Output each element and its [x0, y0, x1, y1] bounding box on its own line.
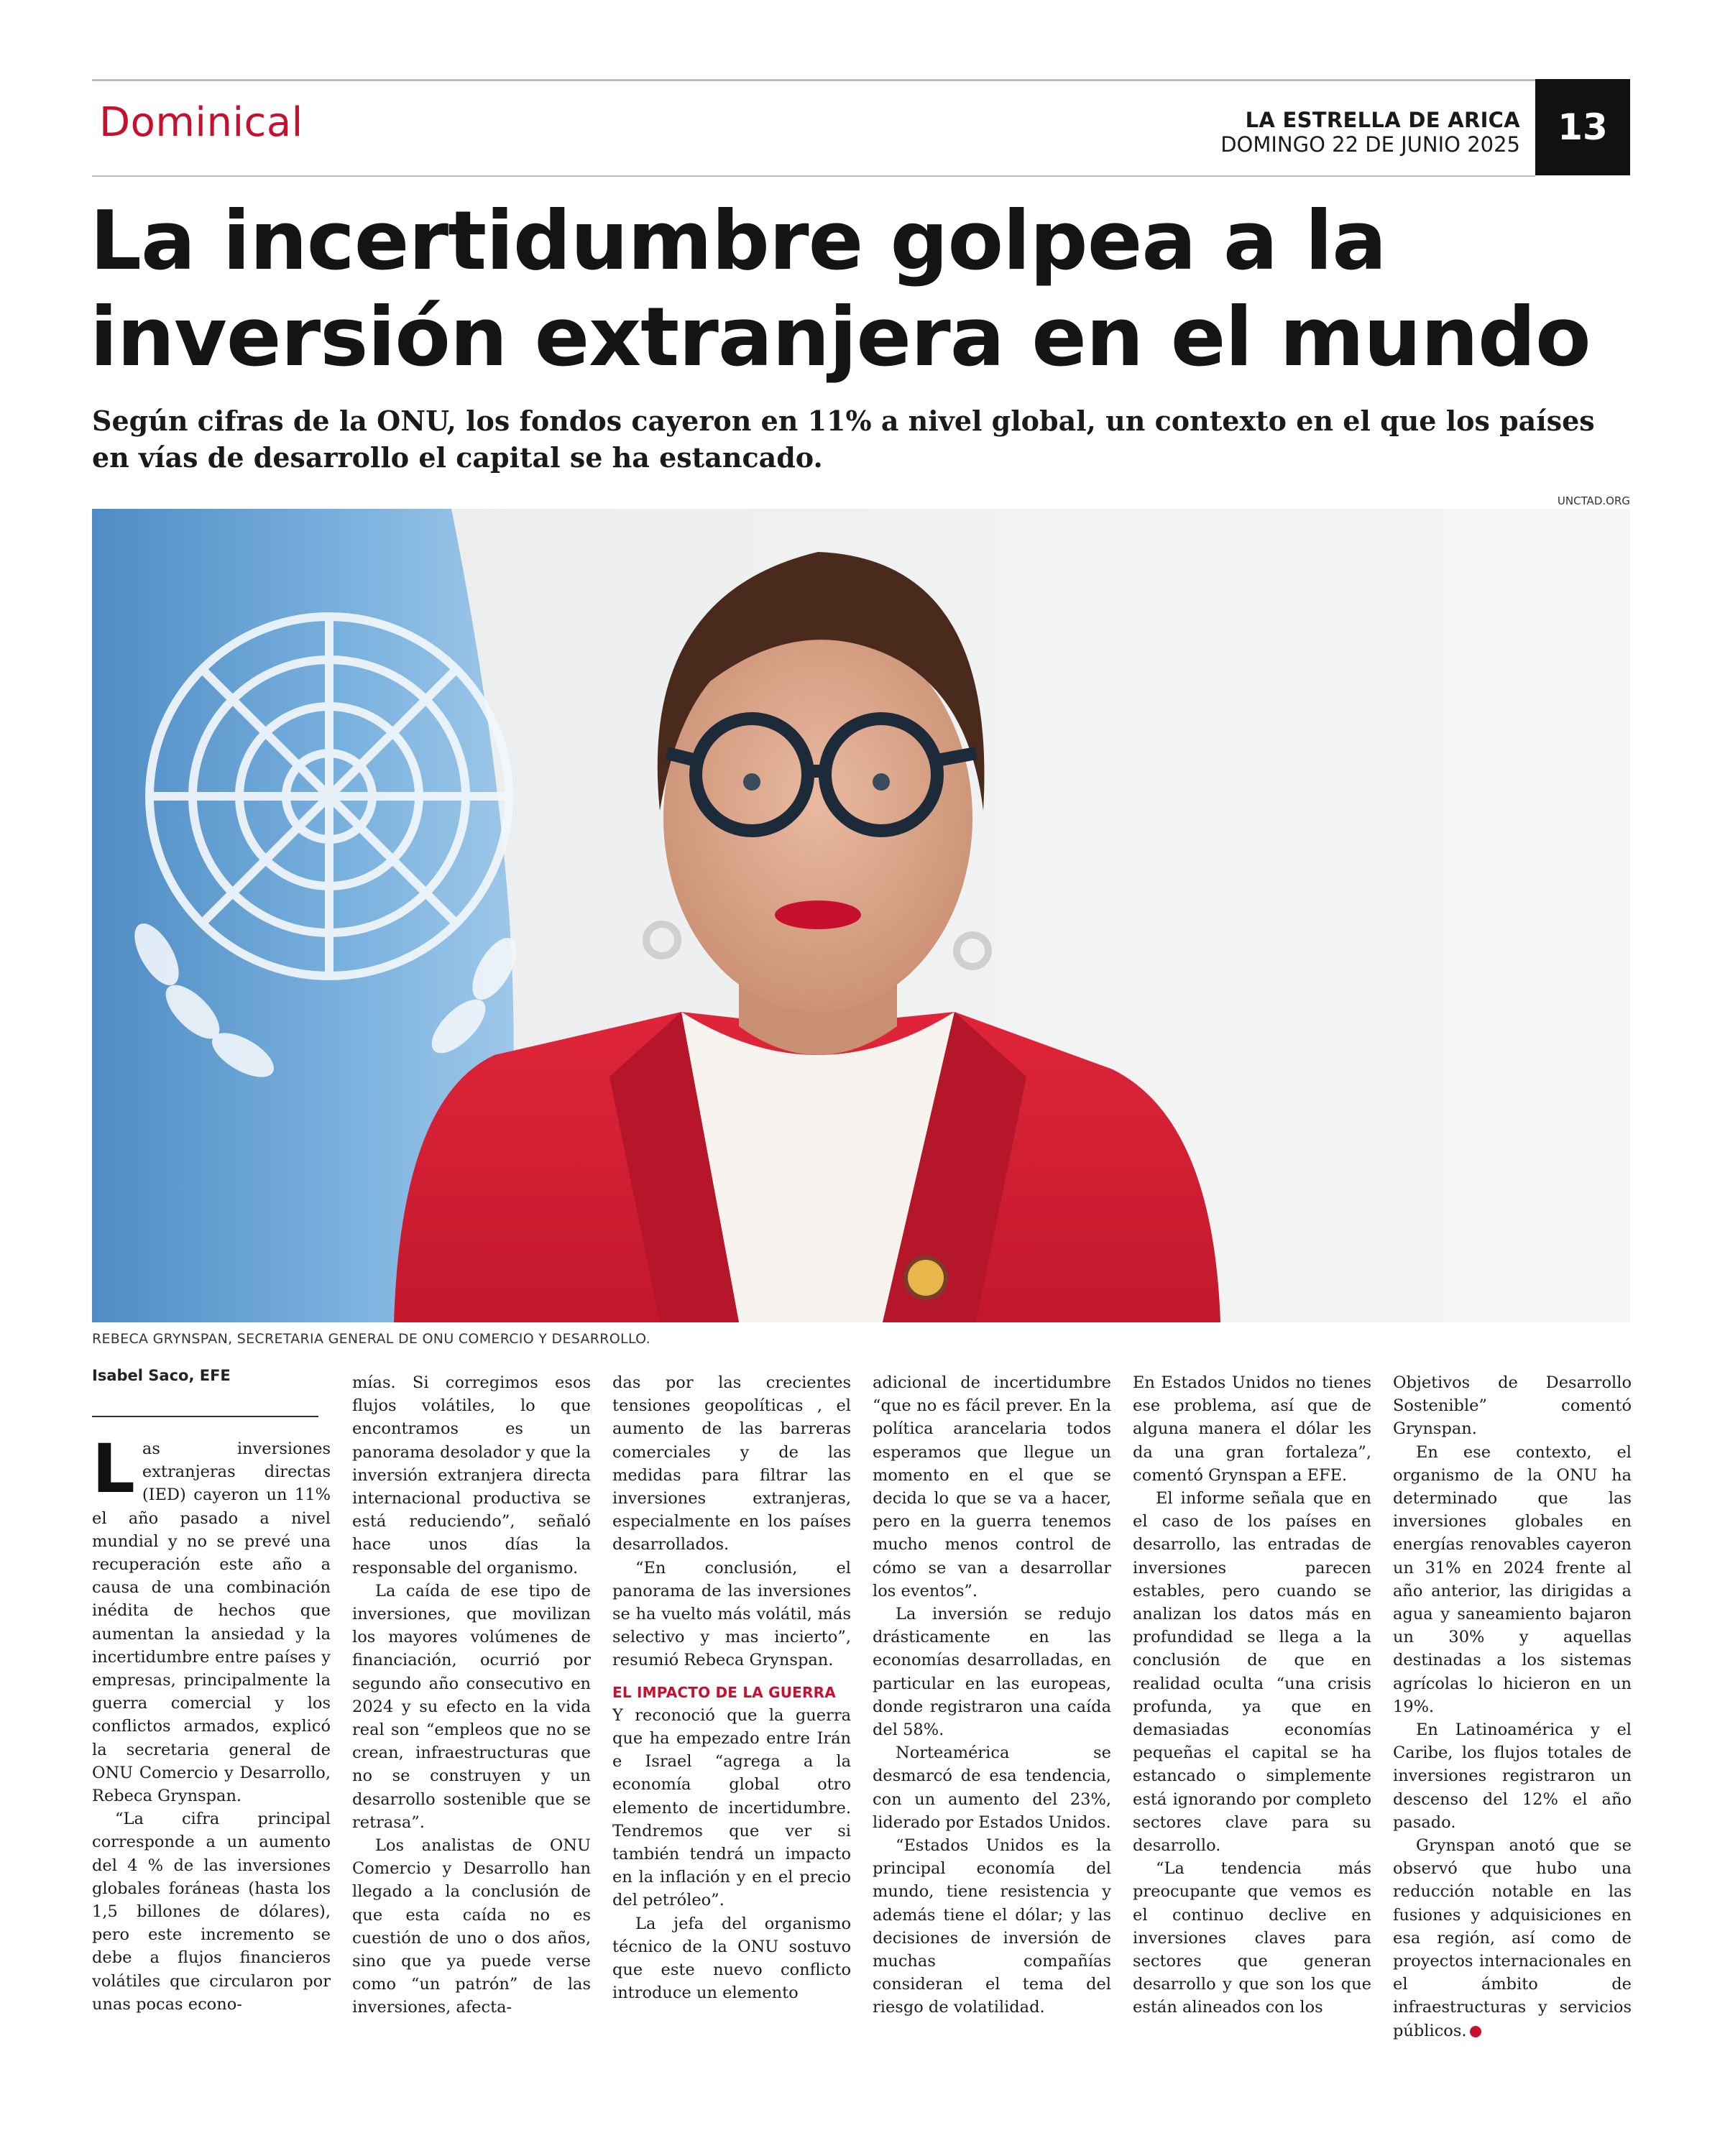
lips — [775, 900, 861, 929]
portrait-illustration — [92, 509, 1630, 1322]
paragraph: “La cifra principal corresponde a un aumento del 4 % de las inversiones globales foráneas (hasta los 1,5 billones de dólares), pero este incremento se debe a flujos financieros volátiles que circularon por unas pocas econo- — [92, 1810, 331, 2014]
paragraph: En ese contexto, el organismo de la ONU ha determinado que las inversiones globales en energías renovables cayeron un 31% en 2024 frente al año anterior, las dirigidas a agua y saneamiento bajaron un 30% y aquellas destinadas a los sistemas agrícolas lo hicieron en un 19%. — [1393, 1442, 1632, 1716]
un-emblem — [150, 617, 509, 976]
byline-rule — [92, 1416, 318, 1417]
header-rule — [92, 175, 1535, 177]
page-number: 13 — [1535, 79, 1630, 175]
paragraph: Grynspan anotó que se observó que hubo una reducción notable en las fusiones y adquisiciones en esa región, así como de proyectos internacionales en el ámbito de infraestructuras y servicios públicos. — [1393, 1836, 1632, 2040]
paragraph: Las inversiones extranjeras directas (IED) cayeron un 11% el año pasado a nivel mundial y no se prevé una recuperación este año a causa de una combinación inédita de hechos que aumentan la ansiedad y la incertidumbre entre países y empresas, principalmente la guerra comercial y los conflictos armados, explicó la secretaria general de ONU Comercio y Desarrollo, Rebeca Grynspan. — [92, 1430, 331, 1806]
column-3 — [612, 1371, 851, 2004]
newspaper-name: LA ESTRELLA DE ARICA — [1245, 108, 1520, 132]
paragraph: En Latinoamérica y el Caribe, los flujos totales de inversiones registraron un descenso del 12% el año pasado. — [1393, 1720, 1632, 1832]
paragraph: En Estados Unidos no tienes ese problema, así que de alguna manera el dólar les da una gran fortaleza”, comentó Grynspan a EFE. — [1133, 1373, 1371, 1485]
sdg-pin — [906, 1258, 946, 1298]
column-5 — [1133, 1371, 1371, 2019]
headline — [90, 193, 1642, 385]
paragraph: La inversión se redujo drásticamente en las economías desarrolladas, en particular en las europeas, donde registraron una caída del 58%. — [873, 1605, 1111, 1740]
column-6 — [1393, 1371, 1632, 2042]
byline: Isabel Saco, EFE — [92, 1367, 231, 1384]
deck-subtitle: Según cifras de la ONU, los fondos cayeron en 11% a nivel global, un contexto en el que los países en vías de desarrollo el capital se ha estancado. — [92, 405, 1595, 474]
paragraph: “Estados Unidos es la principal economía del mundo, tiene resistencia y además tiene el dólar; y las decisiones de inversión de muchas compañías consideran el tema del riesgo de volatilidad. — [873, 1836, 1111, 2017]
article-photo — [92, 509, 1630, 1322]
column-2 — [352, 1371, 591, 2019]
paragraph: La caída de ese tipo de inversiones, que movilizan los mayores volúmenes de financiación, ocurrió por segundo año consecutivo en 2024 y su efecto en la vida real son “empleos que no se crean, infraestructuras que no se construyen y un desarrollo sostenible que se retrasa”. — [352, 1581, 591, 1832]
photo-caption: REBECA GRYNSPAN, SECRETARIA GENERAL DE ONU COMERCIO Y DESARROLLO. — [92, 1331, 650, 1347]
photo-credit: UNCTAD.ORG — [1557, 494, 1630, 507]
column-1 — [92, 1430, 331, 2016]
paragraph: mías. Si corregimos esos flujos volátiles, lo que encontramos es un panorama desolador y que la inversión extranjera directa internacional productiva se está reduciendo”, señaló hace unos días la responsable del organismo. — [352, 1373, 591, 1577]
paragraph: La jefa del organismo técnico de la ONU sostuvo que este nuevo conflicto introduce un elemento — [612, 1914, 851, 2003]
section-title: Dominical — [99, 99, 303, 146]
column-4 — [873, 1371, 1111, 2019]
paragraph: “La tendencia más preocupante que vemos es el continuo declive en inversiones claves para sectores que generan desarrollo y que son los que están alineados con los — [1133, 1859, 1371, 2017]
paragraph: El informe señala que en el caso de los países en desarrollo, las entradas de inversiones parecen estables, pero cuando se analizan los datos más en profundidad se llega a la conclusión de que en realidad oculta “una crisis profunda, ya que en demasiadas economías pequeñas el capital se ha estancado o simplemente está ignorando por completo sectores clave para su desarrollo. — [1133, 1489, 1371, 1856]
paragraph: adicional de incertidumbre “que no es fácil prever. En la política arancelaria todos esperamos que llegue un momento en el que se decida lo que se va a hacer, pero en la guerra tenemos mucho menos control de cómo se van a desarrollar los eventos”. — [873, 1373, 1111, 1600]
drop-cap: L — [92, 1430, 135, 1508]
paragraph: Y reconoció que la guerra que ha empezado entre Irán e Israel “agrega a la economía global otro elemento de incertidumbre. Tendremos que ver si también tendrá un impacto en la inflación y en el precio del petróleo”. — [612, 1705, 851, 1910]
masthead — [1220, 108, 1520, 157]
top-rule — [92, 79, 1630, 81]
paragraph: das por las crecientes tensiones geopolíticas , el aumento de las barreras comerciales y de las medidas para filtrar las inversiones extranjeras, especialmente en los países desarrollados. — [612, 1373, 851, 1554]
headline-line-2: inversión extranjera en el mundo — [90, 290, 1591, 384]
issue-date: DOMINGO 22 DE JUNIO 2025 — [1220, 132, 1520, 157]
paragraph: Norteamérica se desmarcó de esa tendencia, con un aumento del 23%, liderado por Estados Unidos. — [873, 1743, 1111, 1832]
paragraph: Objetivos de Desarrollo Sostenible” comentó Grynspan. — [1393, 1373, 1632, 1439]
paragraph: “En conclusión, el panorama de las inversiones se ha vuelto más volátil, más selectivo y mas incierto”, resumió Rebeca Grynspan. — [612, 1558, 851, 1670]
end-of-article-icon — [1470, 2026, 1481, 2037]
paragraph: Los analistas de ONU Comercio y Desarrollo han llegado a la conclusión de que esta caída no es cuestión de uno o dos años, sino que ya puede verse como “un patrón” de las inversiones, afecta- — [352, 1836, 591, 2017]
section-subhead: EL IMPACTO DE LA GUERRA — [612, 1683, 836, 1701]
headline-line-1: La incertidumbre golpea a la — [90, 193, 1386, 288]
